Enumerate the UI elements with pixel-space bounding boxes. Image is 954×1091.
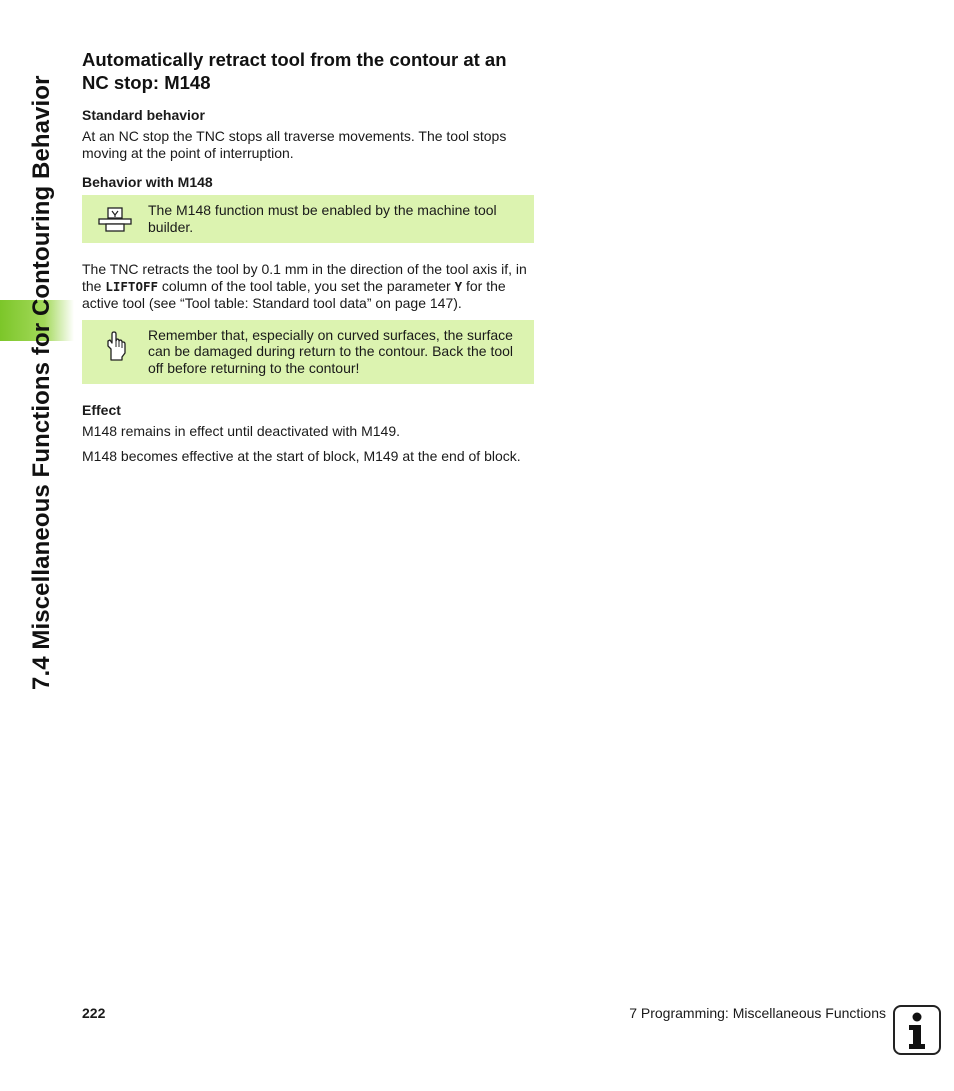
section-sidebar-title: 7.4 Miscellaneous Functions for Contouring Behavior xyxy=(28,75,55,690)
warning-note-text: Remember that, especially on curved surfaces, the surface can be damaged during return to the contour. Back the tool off before returning to the contour! xyxy=(148,326,514,376)
m148-heading: Behavior with M148 xyxy=(82,174,213,190)
machine-note xyxy=(82,195,534,243)
parameter-value: Y xyxy=(454,278,463,294)
standard-heading: Standard behavior xyxy=(82,107,205,123)
machine-tool-icon xyxy=(82,202,148,234)
machine-note-text: The M148 function must be enabled by the machine tool builder. xyxy=(148,202,497,235)
info-icon xyxy=(893,1005,941,1055)
chapter-footer: 7 Programming: Miscellaneous Functions xyxy=(629,1005,886,1021)
liftoff-column: LIFTOFF xyxy=(105,278,159,294)
pointing-hand-icon xyxy=(82,327,148,363)
retract-text-1: The TNC retracts the tool by 0.1 mm in the direction of the tool axis if, in the xyxy=(82,261,527,294)
retract-text-2: column of the tool table, you set the parameter xyxy=(158,277,455,294)
warning-note xyxy=(82,320,534,385)
section-title: Automatically retract tool from the contour at an NC stop: M148 xyxy=(82,49,507,93)
effect-text-1: M148 remains in effect until deactivated with M149. xyxy=(82,423,401,439)
page-number: 222 xyxy=(82,1005,106,1021)
standard-text: At an NC stop the TNC stops all traverse movements. The tool stops moving at the point of interruption. xyxy=(82,128,507,161)
retract-paragraph xyxy=(82,261,528,312)
effect-text-2: M148 becomes effective at the start of block, M149 at the end of block. xyxy=(82,447,521,464)
effect-heading: Effect xyxy=(82,402,121,418)
page-content xyxy=(82,48,528,472)
retract-text-3: for the active tool (see “Tool table: Standard tool data” on page 147). xyxy=(82,277,506,311)
